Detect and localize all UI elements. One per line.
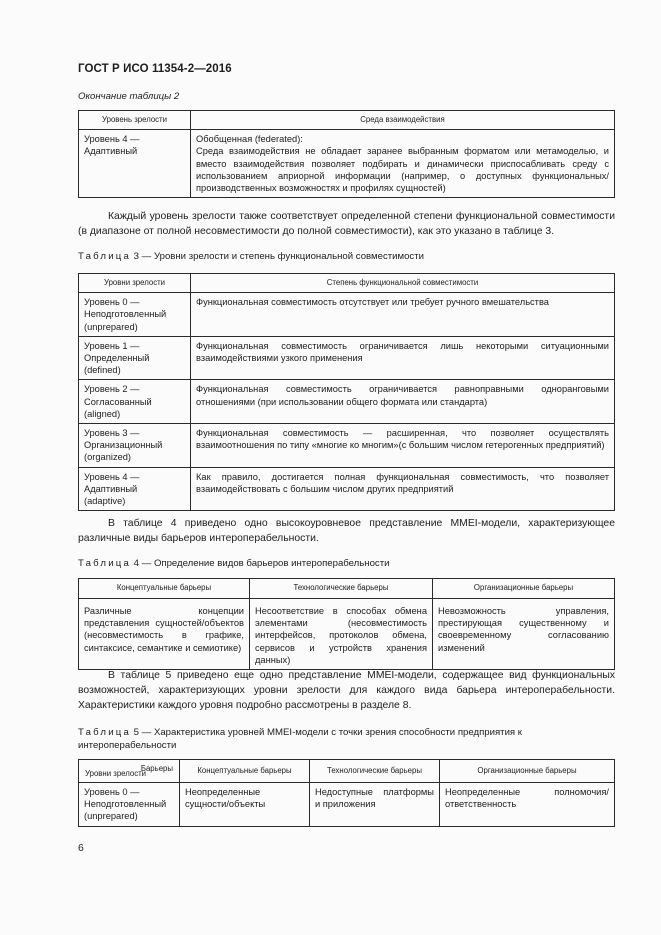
table5-caption: Таблица 5 — Характеристика уровней MMEI-модели с точки зрения способности предприятия к интероперабельности: [78, 727, 522, 751]
table2: [78, 110, 615, 198]
table5: [78, 759, 615, 827]
table-header-row: [79, 274, 615, 293]
column-header: Степень функциональной совместимости: [191, 274, 615, 293]
document-header: ГОСТ Р ИСО 11354-2—2016: [78, 63, 232, 75]
table-row: [79, 424, 615, 468]
table2-caption: Окончание таблицы 2: [78, 91, 180, 102]
table-row: [79, 380, 615, 424]
page-number: 6: [78, 843, 84, 854]
table4: [78, 578, 615, 670]
corner-bottom-label: Уровни зрелости: [85, 768, 147, 778]
table-row: [79, 599, 615, 670]
table3-caption: Таблица 3 — Уровни зрелости и степень функциональной совместимости: [78, 251, 424, 262]
table-cell: Уровень 2 — Согласованный (aligned): [79, 380, 191, 424]
table-cell: Недоступные платформы и приложения: [310, 783, 440, 827]
column-header: Концептуальные барьеры: [180, 760, 310, 783]
table-header-row: [79, 760, 615, 783]
table-cell: Как правило, достигается полная функциональная совместимость, что позволяет взаимодействовать с большим числом других предприятий: [191, 467, 615, 511]
table-cell: Функциональная совместимость — расширенная, что позволяет осуществлять взаимоотношения по типу «многие ко многим»(с большим числом гетерогенных предприятий): [191, 424, 615, 468]
table-cell: Уровень 0 — Неподготовленный (unprepared): [79, 293, 191, 337]
table-header-row: [79, 579, 615, 599]
column-header: Уровень зрелости: [79, 111, 191, 130]
table-cell: Функциональная совместимость отсутствует или требует ручного вмешательства: [191, 293, 615, 337]
table-cell: Уровень 4 — Адаптивный: [79, 130, 191, 198]
table-cell: Функциональная совместимость ограничивается равноправными одноранговыми отношениями (при использовании общего формата или стандарта): [191, 380, 615, 424]
table4-caption: Таблица 4 — Определение видов барьеров интероперабельности: [78, 558, 390, 569]
column-header: Технологические барьеры: [310, 760, 440, 783]
table-row: [79, 130, 615, 198]
column-header: Технологические барьеры: [250, 579, 433, 599]
paragraph: В таблице 4 приведено одно высокоуровневое представление MMEI-модели, характеризующее различные виды барьеров интероперабельности.: [78, 518, 615, 544]
table-cell: Функциональная совместимость ограничивается лишь некоторыми ситуационными взаимодействиями узкого применения: [191, 336, 615, 380]
table-cell: Уровень 3 — Организационный (organized): [79, 424, 191, 468]
table-cell: Неопределенные полномочия/ответственность: [440, 783, 615, 827]
corner-header: [79, 760, 180, 783]
table-cell: Различные концепции представления сущностей/объектов (несовместимость в графике, синтаксисе, семантике и семиотике): [79, 599, 250, 670]
paragraph: В таблице 5 приведено еще одно представление MMEI-модели, содержащее вид функциональных возможностей, характеризующих уровни зрелости для каждого вида барьера интероперабельности. Характеристики каждого уровня подробно рассмотрены в разделе 8.: [78, 670, 615, 711]
table-header-row: [79, 111, 615, 130]
table-row: [79, 336, 615, 380]
column-header: Концептуальные барьеры: [79, 579, 250, 599]
table-cell: Несоответствие в способах обмена элементами (несовместимость интерфейсов, протоколов обмена, сервисов и устройств хранения данных): [250, 599, 433, 670]
table-row: [79, 467, 615, 511]
table3: [78, 273, 615, 511]
table-cell: Уровень 4 — Адаптивный (adaptive): [79, 467, 191, 511]
column-header: Среда взаимодействия: [191, 111, 615, 130]
column-header: Организационные барьеры: [440, 760, 615, 783]
table-cell: Неопределенные сущности/объекты: [180, 783, 310, 827]
column-header: Уровни зрелости: [79, 274, 191, 293]
table-cell: Уровень 0 — Неподготовленный (unprepared): [79, 783, 180, 827]
table-cell: Уровень 1 — Определенный (defined): [79, 336, 191, 380]
table-cell: Обобщенная (federated): Среда взаимодействия не обладает заранее выбранным форматом или метамоделью, и вместо взаимодействия позволяет подбирать и динамически приспосабливать среду с использованием априорной информации (например, о доступных функциональных/производственных возможностях и профилях сущностей): [191, 130, 615, 198]
corner-top-label: Барьеры: [140, 764, 173, 773]
column-header: Организационные барьеры: [433, 579, 615, 599]
table-cell: Невозможность управления, престирующая существенному и своевременному согласованию изменений: [433, 599, 615, 670]
table-row: [79, 783, 615, 827]
table-row: [79, 293, 615, 337]
paragraph: Каждый уровень зрелости также соответствует определенной степени функциональной совместимости (в диапазоне от полной несовместимости до полной совместимости), как это указано в таблице 3.: [78, 211, 615, 237]
